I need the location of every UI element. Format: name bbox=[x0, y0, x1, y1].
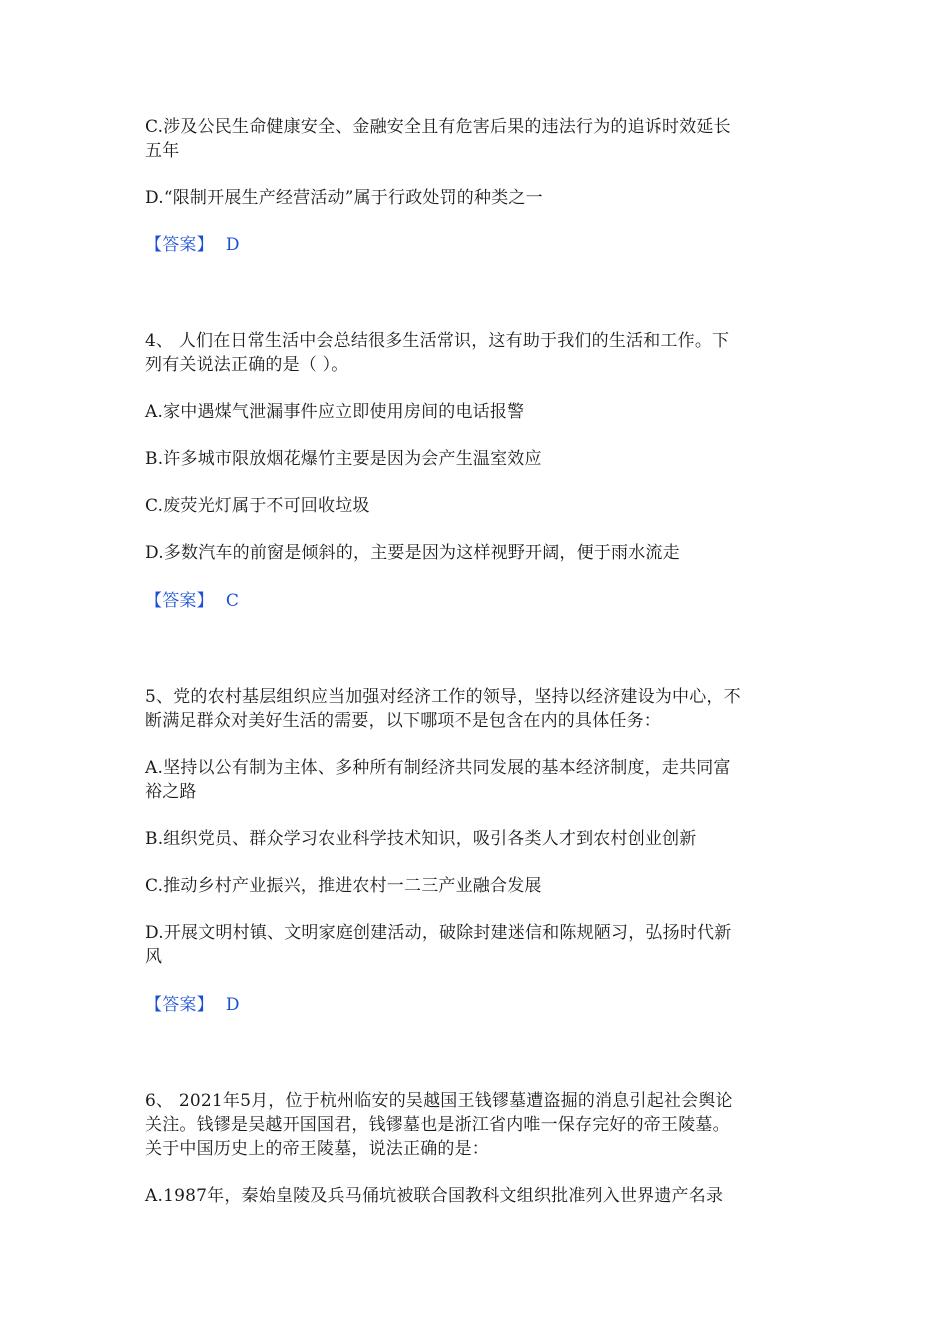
q5-option-d-line2: 风 bbox=[145, 947, 163, 967]
q5-stem-line1: 5、党的农村基层组织应当加强对经济工作的领导，坚持以经济建设为中心，不 bbox=[145, 687, 741, 707]
q3-option-d: D.“限制开展生产经营活动”属于行政处罚的种类之一 bbox=[145, 188, 543, 208]
answer-value: D bbox=[225, 235, 240, 255]
q5-option-a-line1: A.坚持以公有制为主体、多种所有制经济共同发展的基本经济制度，走共同富 bbox=[145, 758, 731, 778]
q4-option-a: A.家中遇煤气泄漏事件应立即使用房间的电话报警 bbox=[145, 402, 525, 422]
q6-stem-line3: 关于中国历史上的帝王陵墓，说法正确的是： bbox=[145, 1139, 489, 1159]
q4-option-d: D.多数汽车的前窗是倾斜的，主要是因为这样视野开阔，便于雨水流走 bbox=[145, 543, 680, 563]
answer-label: 【答案】 bbox=[145, 591, 214, 611]
q5-option-b: B.组织党员、群众学习农业科学技术知识，吸引各类人才到农村创业创新 bbox=[145, 829, 697, 849]
q4-stem-line1: 4、 人们在日常生活中会总结很多生活常识，这有助于我们的生活和工作。下 bbox=[145, 331, 730, 351]
q5-option-a-line2: 裕之路 bbox=[145, 782, 197, 802]
q3-answer bbox=[145, 233, 815, 257]
q4-option-c: C.废荧光灯属于不可回收垃圾 bbox=[145, 496, 370, 516]
answer-value: D bbox=[225, 995, 240, 1015]
q3-option-c-line1: C.涉及公民生命健康安全、金融安全且有危害后果的违法行为的追诉时效延长 bbox=[145, 117, 731, 137]
q5-answer bbox=[145, 993, 815, 1017]
answer-value: C bbox=[225, 591, 240, 611]
q4-option-b: B.许多城市限放烟花爆竹主要是因为会产生温室效应 bbox=[145, 449, 542, 469]
q3-option-c-line2: 五年 bbox=[145, 141, 180, 161]
q6-stem-line1: 6、 2021年5月，位于杭州临安的吴越国王钱镠墓遭盗掘的消息引起社会舆论 bbox=[145, 1091, 733, 1111]
q5-option-c: C.推动乡村产业振兴，推进农村一二三产业融合发展 bbox=[145, 876, 542, 896]
q5-stem-line2: 断满足群众对美好生活的需要，以下哪项不是包含在内的具体任务： bbox=[145, 711, 661, 731]
q4-stem-line2: 列有关说法正确的是（ ）。 bbox=[145, 355, 349, 375]
q6-option-a: A.1987年，秦始皇陵及兵马俑坑被联合国教科文组织批准列入世界遗产名录 bbox=[145, 1186, 724, 1206]
q5-option-d-line1: D.开展文明村镇、文明家庭创建活动，破除封建迷信和陈规陋习，弘扬时代新 bbox=[145, 923, 732, 943]
answer-label: 【答案】 bbox=[145, 995, 214, 1015]
q4-answer bbox=[145, 589, 815, 613]
answer-label: 【答案】 bbox=[145, 235, 214, 255]
q6-stem-line2: 关注。钱镠是吴越开国国君，钱镠墓也是浙江省内唯一保存完好的帝王陵墓。 bbox=[145, 1115, 730, 1135]
